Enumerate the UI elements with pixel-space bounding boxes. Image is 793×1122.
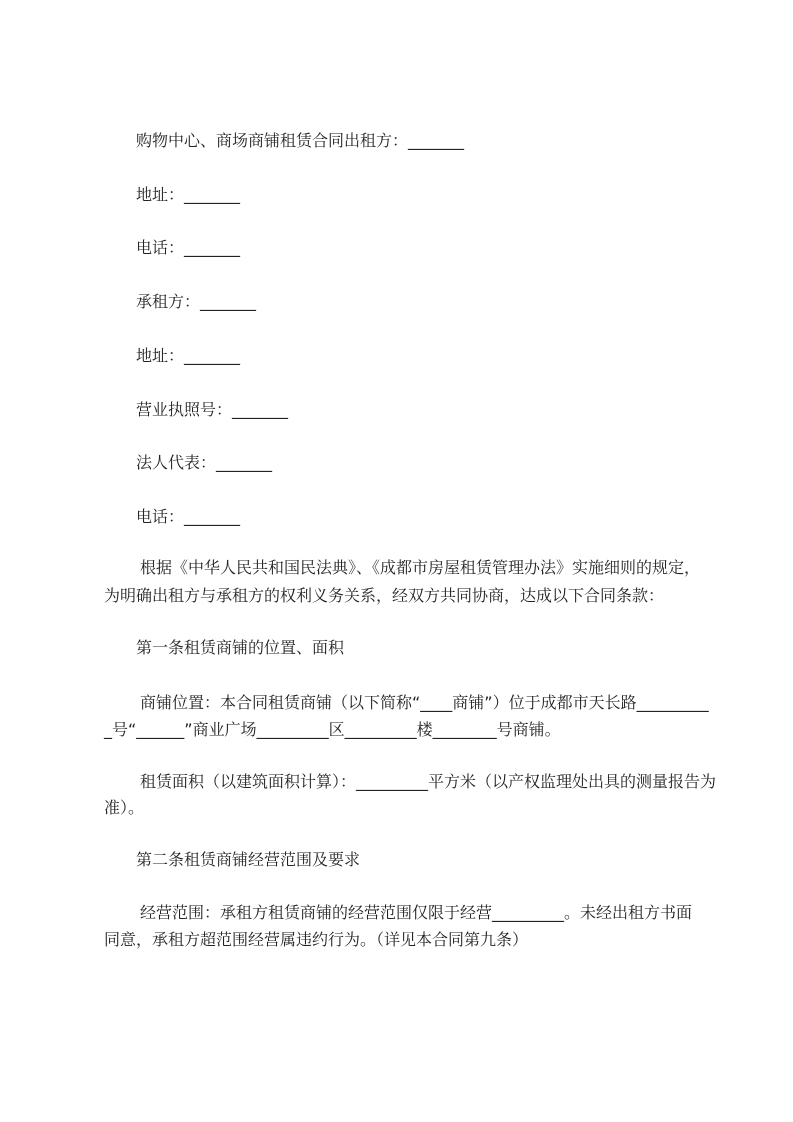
business-scope-line-2: 同意，承租方超范围经营属违约行为。（详见本合同第九条） [104, 930, 529, 949]
lessee-phone-field: 电话：_______ [136, 507, 241, 526]
lessor-field: 购物中心、商场商铺租赁合同出租方：_______ [136, 131, 465, 150]
lessor-address-field: 地址：_______ [136, 185, 241, 204]
lessee-address-field: 地址：_______ [136, 346, 241, 365]
business-license-field: 营业执照号：_______ [136, 400, 289, 419]
preamble-line-1: 根据《中华人民共和国民法典》、《成都市房屋租赁管理办法》实施细则的规定， [140, 558, 701, 577]
lessee-field: 承租方：_______ [136, 292, 257, 311]
legal-representative-field: 法人代表：_______ [136, 453, 273, 472]
article-1-title: 第一条租赁商铺的位置、面积 [136, 638, 345, 657]
business-scope-line-1: 经营范围：承租方租赁商铺的经营范围仅限于经营_________。未经出租方书面 [140, 903, 693, 922]
preamble-line-2: 为明确出租方与承租方的权利义务关系，经双方共同协商，达成以下合同条款： [104, 586, 665, 605]
lessor-phone-field: 电话：_______ [136, 238, 241, 257]
shop-location-line-1: 商铺位置：本合同租赁商铺（以下简称“____商铺”）位于成都市天长路_________ [140, 693, 709, 712]
shop-location-line-2: _号“______”商业广场_________区_________楼________号商铺。 [104, 720, 561, 739]
shop-area-line-2: 准）。 [104, 798, 145, 817]
article-2-title: 第二条租赁商铺经营范围及要求 [136, 850, 361, 869]
shop-area-line-1: 租赁面积（以建筑面积计算）：_________平方米（以产权监理处出具的测量报告为 [140, 772, 717, 791]
